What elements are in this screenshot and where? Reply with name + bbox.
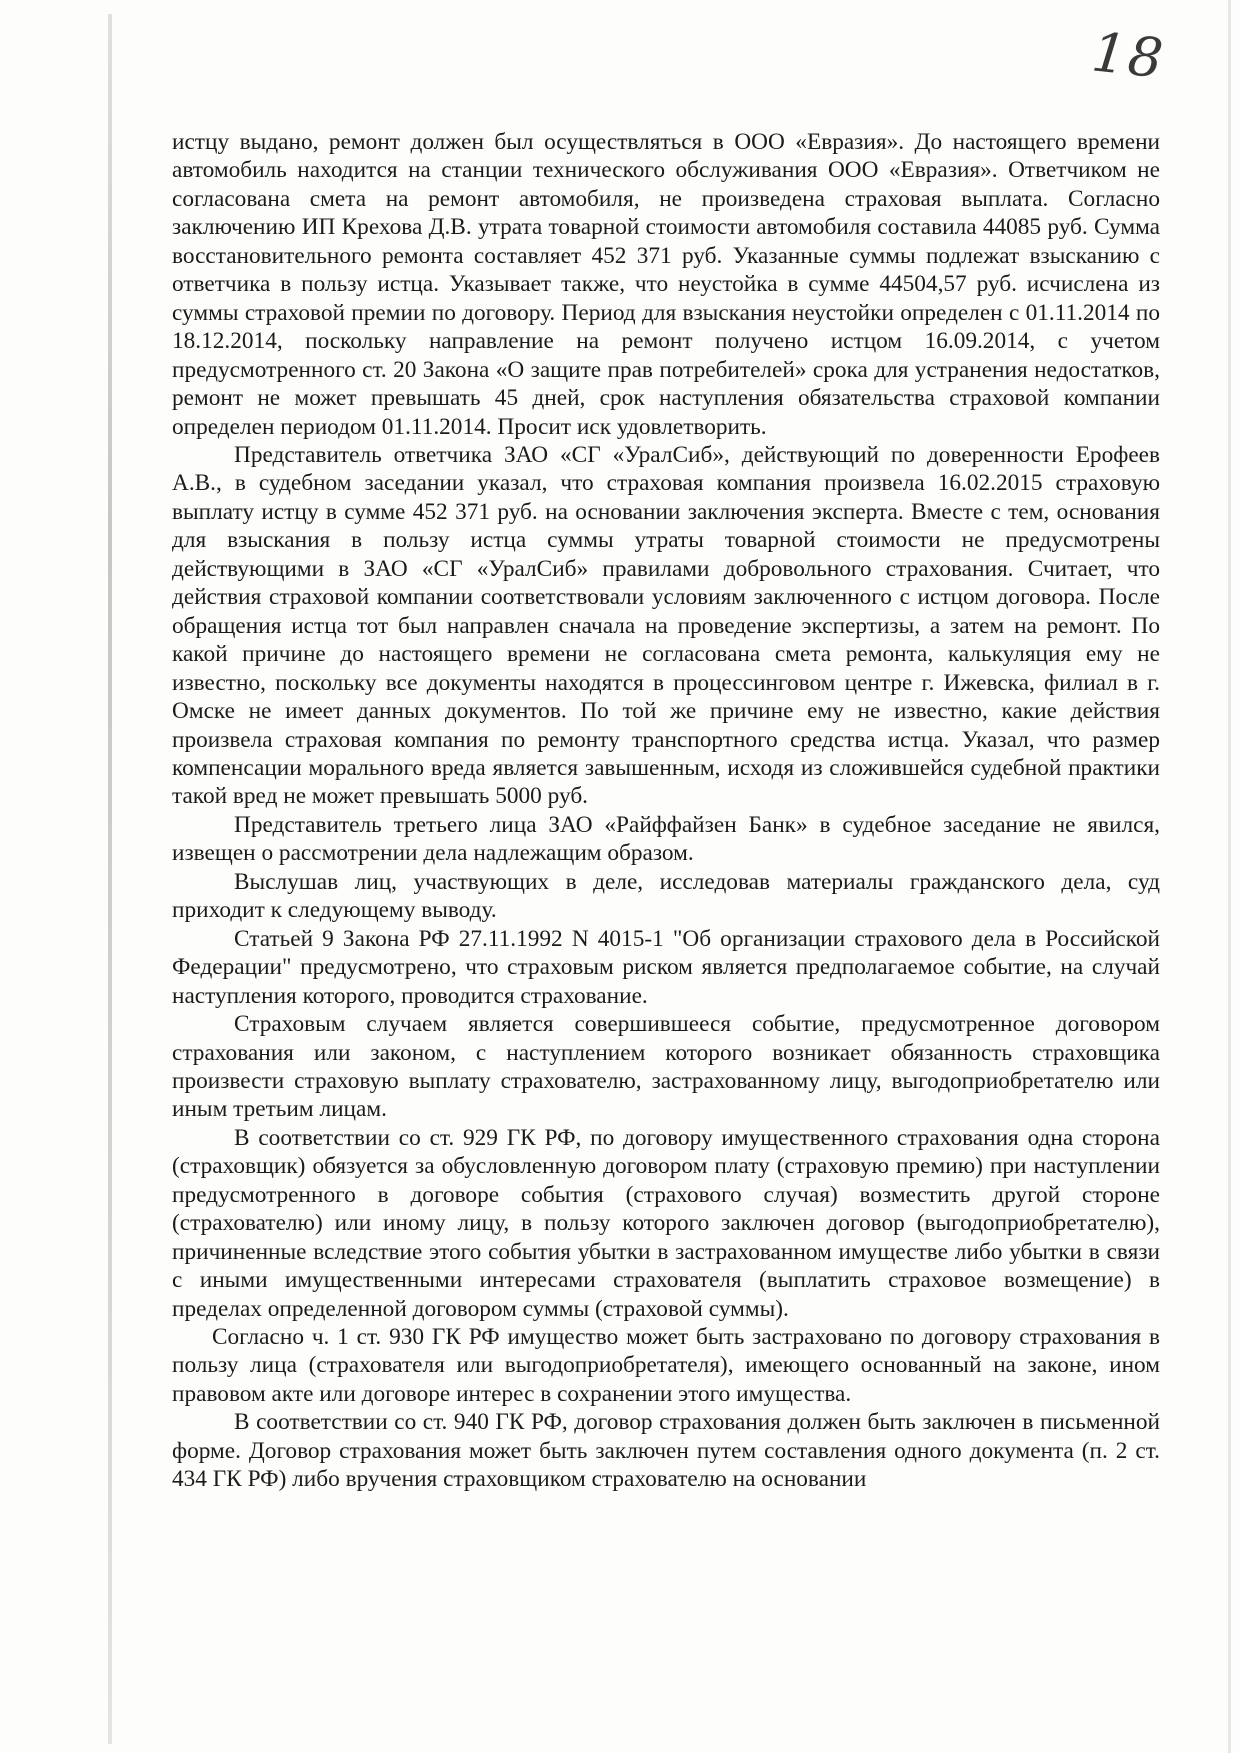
paragraph-insured-event: Страховым случаем является совершившееся событие, предусмотренное договором страхования или законом, с наступлением которого возникает обязанность страховщика произвести страховую выплату страхователю, застрахованному лицу, выгодоприобретателю или иным третьим лицам. — [172, 1011, 1160, 1123]
paragraph-court-conclusion: Выслушав лиц, участвующих в деле, исследовав материалы гражданского дела, суд приходит к следующему выводу. — [172, 868, 1160, 924]
document-body — [172, 128, 1160, 1494]
paragraph-article-930: Согласно ч. 1 ст. 930 ГК РФ имущество может быть застраховано по договору страхования в пользу лица (страхователя или выгодоприобретателя), имеющего основанный на законе, ином правовом акте или договоре интерес в сохранении этого имущества. — [172, 1324, 1160, 1407]
scan-left-edge — [108, 14, 112, 1744]
handwritten-page-number: 18 — [1088, 20, 1168, 91]
paragraph-third-party: Представитель третьего лица ЗАО «Райффайзен Банк» в судебное заседание не явился, извещен о рассмотрении дела надлежащим образом. — [172, 811, 1160, 867]
paragraph-article-9: Статьей 9 Закона РФ 27.11.1992 N 4015-1 "Об организации страхового дела в Российской Федерации" предусмотрено, что страховым риском является предполагаемое событие, на случай наступления которого, проводится страхование. — [172, 925, 1160, 1009]
paragraph-article-929: В соответствии со ст. 929 ГК РФ, по договору имущественного страхования одна сторона (страховщик) обязуется за обусловленную договором плату (страховую премию) при наступлении предусмотренного в договоре события (страхового случая) возместить другой стороне (страхователю) или иному лицу, в пользу которого заключен договор (выгодоприобретателю), причиненные вследствие этого события убытки в застрахованном имуществе либо убытки в связи с иными имущественными интересами страхователя (выплатить страховое возмещение) в пределах определенной договором суммы (страховой суммы). — [172, 1124, 1160, 1322]
scan-right-edge — [1228, 0, 1231, 1753]
paragraph-article-940: В соответствии со ст. 940 ГК РФ, договор страхования должен быть заключен в письменной форме. Договор страхования может быть заключен путем составления одного документа (п. 2 ст. 434 ГК РФ) либо вручения страховщиком страхователю на основании — [172, 1409, 1160, 1493]
paragraph-defendant-representative: Представитель ответчика ЗАО «СГ «УралСиб», действующий по доверенности Ерофеев А.В., в судебном заседании указал, что страховая компания произвела 16.02.2015 страховую выплату истцу в сумме 452 371 руб. на основании заключения эксперта. Вместе с тем, основания для взыскания в пользу истца суммы утраты товарной стоимости не предусмотрены действующими в ЗАО «СГ «УралСиб» правилами добровольного страхования. Считает, что действия страховой компании соответствовали условиям заключенного с истцом договора. После обращения истца тот был направлен сначала на проведение экспертизы, а затем на ремонт. По какой причине до настоящего времени не согласована смета ремонта, калькуляция ему не известно, поскольку все документы находятся в процессинговом центре г. Ижевска, филиал в г. Омске не имеет данных документов. По той же причине ему не известно, какие действия произвела страховая компания по ремонту транспортного средства истца. Указал, что размер компенсации морального вреда является завышенным, исходя из сложившейся судебной практики такой вред не может превышать 5000 руб. — [172, 441, 1160, 810]
paragraph-continuation: истцу выдано, ремонт должен был осуществляться в ООО «Евразия». До настоящего времени автомобиль находится на станции технического обслуживания ООО «Евразия». Ответчиком не согласована смета на ремонт автомобиля, не произведена страховая выплата. Согласно заключению ИП Крехова Д.В. утрата товарной стоимости автомобиля составила 44085 руб. Сумма восстановительного ремонта составляет 452 371 руб. Указанные суммы подлежат взысканию с ответчика в пользу истца. Указывает также, что неустойка в сумме 44504,57 руб. исчислена из суммы страховой премии по договору. Период для взыскания неустойки определен с 01.11.2014 по 18.12.2014, поскольку направление на ремонт получено истцом 16.09.2014, с учетом предусмотренного ст. 20 Закона «О защите прав потребителей» срока для устранения недостатков, ремонт не может превышать 45 дней, срок наступления обязательства страховой компании определен периодом 01.11.2014. Просит иск удовлетворить. — [172, 129, 1160, 440]
